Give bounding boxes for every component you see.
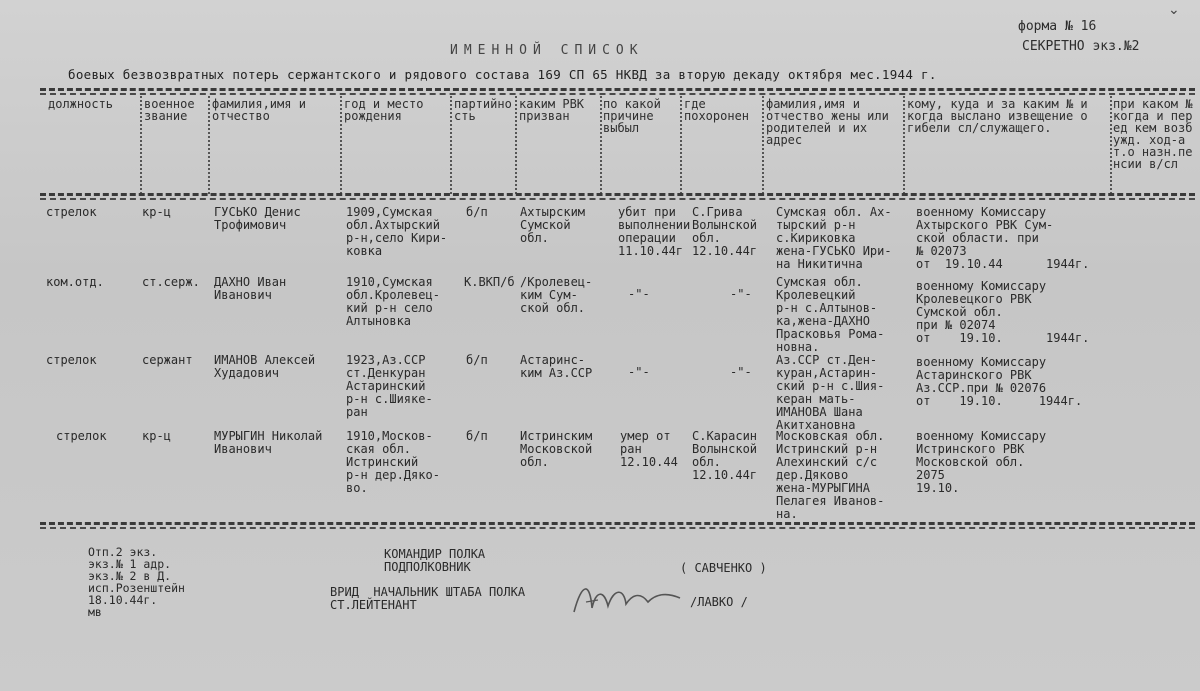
- column-header-notice: кому, куда и за каким № и когда выслано извещение о гибели сл/служащего.: [907, 97, 1088, 135]
- row-1-relatives: Сумская обл. Ах- тырский р-н с.Кириковка жена-ГУСЬКО Ири- на Никитична: [776, 205, 892, 271]
- form-number: форма № 16: [1018, 19, 1097, 34]
- column-header-reason: по какой причине выбыл: [603, 97, 661, 135]
- chief-title: ВРИД НАЧАЛЬНИК ШТАБА ПОЛКА СТ.ЛЕЙТЕНАНТ: [330, 585, 526, 612]
- row-3-name: ИМАНОВ Алексей Худадович: [214, 353, 316, 380]
- row-2-rank: ст.серж.: [142, 275, 200, 289]
- row-1-birth: 1909,Сумская обл.Ахтырский р-н,село Кири- ковка: [346, 205, 448, 258]
- row-2-position: ком.отд.: [46, 275, 104, 289]
- row-4-notice: военному Комиссару Истринского РВК Московской обл. 2075 19.10.: [916, 429, 1047, 495]
- column-separator: [140, 96, 142, 194]
- column-header-position: должность: [48, 97, 114, 111]
- row-1-position: стрелок: [46, 205, 97, 219]
- row-4-reason: умер от ран 12.10.44: [620, 429, 678, 469]
- row-1-rank: кр-ц: [142, 205, 171, 219]
- document-title: ИМЕННОЙ СПИСОК: [450, 43, 644, 58]
- row-1-party: б/п: [466, 205, 488, 219]
- column-separator: [762, 96, 764, 194]
- column-separator: [600, 96, 602, 194]
- row-3-rvk: Астаринс- ким Аз.ССР: [520, 353, 593, 380]
- row-3-relatives: Аз.ССР ст.Ден- куран,Астарин- ский р-н с.Шия- керан мать- ИМАНОВА Шана Акитхановна: [776, 353, 885, 432]
- row-2-reason: -"-: [628, 287, 650, 301]
- row-3-position: стрелок: [46, 353, 97, 367]
- document-subtitle: боевых безвозвратных потерь сержантского и рядового состава 169 СП 65 НКВД за вторую декаду октября мес.1944 г.: [68, 67, 937, 82]
- column-header-name: фамилия,имя и отчество: [212, 97, 306, 123]
- header-rule-bottom-2: [40, 198, 1195, 200]
- chief-name: /ЛАВКО /: [690, 595, 748, 609]
- commander-name: ( САВЧЕНКО ): [680, 561, 767, 575]
- commander-title: КОМАНДИР ПОЛКА ПОДПОЛКОВНИК: [384, 547, 486, 574]
- row-1-rvk: Ахтырским Сумской обл.: [520, 205, 586, 245]
- row-1-reason: убит при выполнении операции 11.10.44г: [618, 205, 691, 258]
- row-3-rank: сержант: [142, 353, 193, 367]
- row-4-birth: 1910,Москов- ская обл. Истринский р-н дер.Дяко- во.: [346, 429, 440, 495]
- column-header-party: партийность: [454, 97, 512, 123]
- column-header-relatives: фамилия,имя и отчество жены или родителей и их адрес: [766, 97, 889, 147]
- row-1-notice: военному Комиссару Ахтырского РВК Сум- ской области. при № 02073 от 19.10.44 1944г.: [916, 205, 1090, 271]
- row-2-notice: военному Комиссару Кролевецкого РВК Сумской обл. при № 02074 от 19.10. 1944г.: [916, 279, 1090, 345]
- row-2-birth: 1910,Сумская обл.Кролевец- кий р-н село Алтыновка: [346, 275, 440, 328]
- header-rule-top: [40, 88, 1195, 91]
- row-4-rvk: Истринским Московской обл.: [520, 429, 593, 469]
- row-4-buried: С.Карасин Волынской обл. 12.10.44г: [692, 429, 758, 482]
- column-separator: [340, 96, 342, 194]
- row-4-party: б/п: [466, 429, 488, 443]
- chevron-down-icon[interactable]: ⌄: [1168, 2, 1180, 18]
- column-separator: [1110, 96, 1112, 194]
- column-header-pension: при каком № когда и перед кем возбужд. ход-ат.о назн.пенсии в/сл: [1113, 97, 1193, 171]
- column-header-rank: военное звание: [144, 97, 195, 123]
- row-4-name: МУРЫГИН Николай Иванович: [214, 429, 323, 456]
- row-4-relatives: Московская обл. Истринский р-н Алехинский с/с дер.Дяково жена-МУРЫГИНА Пелагея Иванов- на.: [776, 429, 885, 521]
- row-1-name: ГУСЬКО Денис Трофимович: [214, 205, 301, 232]
- row-2-name: ДАХНО Иван Иванович: [214, 275, 287, 302]
- column-separator: [208, 96, 210, 194]
- column-header-rvk: каким РВК призван: [519, 97, 585, 123]
- row-2-rvk: /Кролевец- ким Сум- ской обл.: [520, 275, 593, 315]
- table-rule-bottom: [40, 522, 1195, 525]
- row-3-notice: военному Комиссару Астаринского РВК Аз.ССР.при № 02076 от 19.10. 1944г.: [916, 355, 1083, 408]
- row-1-buried: С.Грива Волынской обл. 12.10.44г: [692, 205, 758, 258]
- row-3-reason: -"-: [628, 365, 650, 379]
- column-separator: [903, 96, 905, 194]
- row-2-relatives: Сумская обл. Кролевецкий р-н с.Алтынов- ка,жена-ДАХНО Прасковья Рома- новна.: [776, 275, 885, 354]
- row-2-party: К.ВКП/б: [464, 275, 515, 289]
- row-3-buried: -"-: [730, 365, 752, 379]
- table-rule-bottom-2: [40, 527, 1195, 529]
- row-3-birth: 1923,Аз.ССР ст.Денкуран Астаринский р-н с.Шияке- ран: [346, 353, 433, 419]
- row-4-position: стрелок: [56, 429, 107, 443]
- signature-mark: [568, 572, 688, 622]
- header-rule-bottom: [40, 193, 1195, 196]
- row-2-buried: -"-: [730, 287, 752, 301]
- column-separator: [450, 96, 452, 194]
- column-header-birth: год и место рождения: [344, 97, 424, 123]
- row-4-rank: кр-ц: [142, 429, 171, 443]
- header-rule-top-2: [40, 93, 1195, 95]
- row-3-party: б/п: [466, 353, 488, 367]
- secret-label: СЕКРЕТНО экз.№2: [1022, 39, 1140, 54]
- column-separator: [515, 96, 517, 194]
- copies-note: Отп.2 экз. экз.№ 1 адр. экз.№ 2 в Д. исп.Розенштейн 18.10.44г. мв: [88, 545, 185, 619]
- column-header-buried: где похоронен: [684, 97, 750, 123]
- column-separator: [680, 96, 682, 194]
